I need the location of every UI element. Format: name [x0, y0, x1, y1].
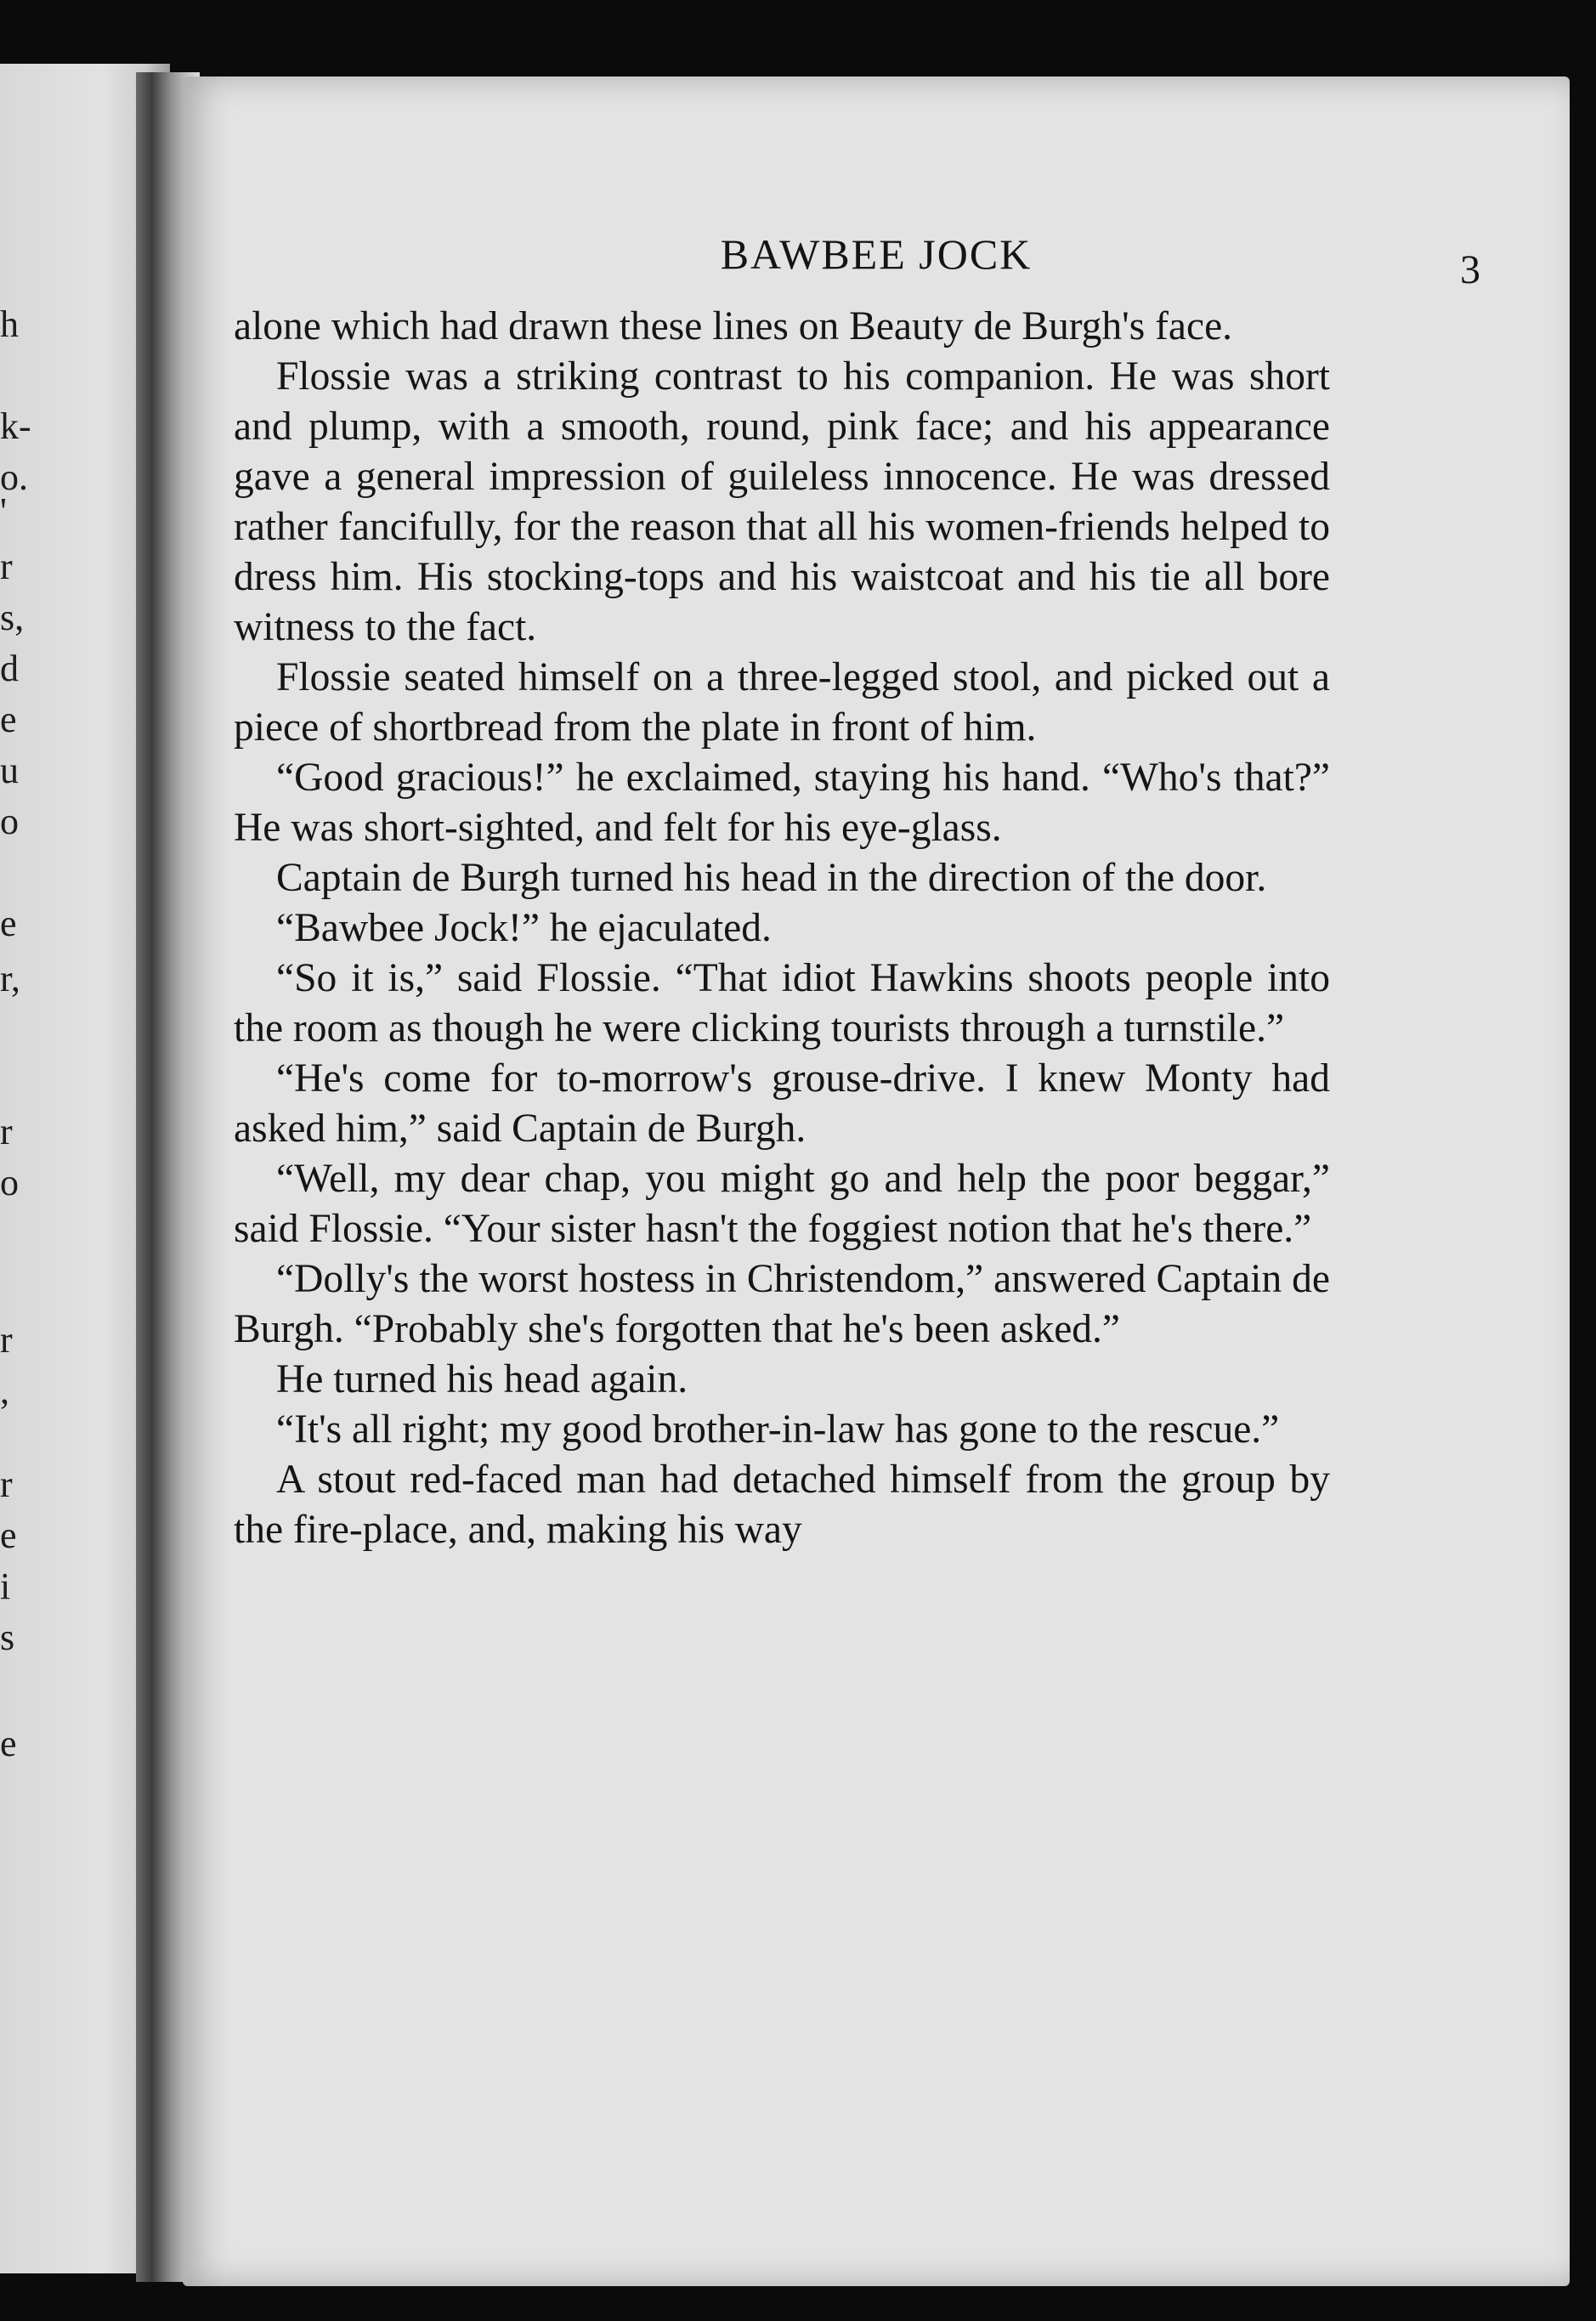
left-page-fragment: r — [0, 546, 13, 587]
body-text — [234, 302, 1330, 1555]
left-page-fragment: u — [0, 750, 19, 791]
paragraph: alone which had drawn these lines on Beauty de Burgh's face. — [234, 304, 1233, 348]
paragraph: “So it is,” said Flossie. “That idiot Hawkins shoots people into the room as though he were clicking tourists through a turnstile.” — [234, 956, 1330, 1050]
left-page-fragment: r — [0, 1319, 13, 1361]
paragraph: Flossie seated himself on a three-legged stool, and picked out a piece of shortbread from the plate in front of him. — [234, 655, 1330, 750]
left-page-fragment: i — [0, 1565, 11, 1607]
left-page-fragment: e — [0, 1723, 17, 1764]
left-page-fragment: r — [0, 1463, 13, 1505]
left-page-fragment: d — [0, 648, 19, 689]
paragraph: “Good gracious!” he exclaimed, staying his hand. “Who's that?” He was short-sighted, and felt for his eye-glass. — [234, 756, 1330, 850]
left-page-fragment: s — [0, 1616, 15, 1658]
left-page-fragment: r — [0, 1111, 13, 1152]
left-page-fragment: h — [0, 303, 19, 345]
left-page-fragment: e — [0, 903, 17, 944]
left-page-fragment: r, — [0, 958, 20, 999]
book-page — [183, 76, 1570, 2286]
left-page-fragment: e — [0, 699, 17, 740]
paragraph: “Well, my dear chap, you might go and help the poor beggar,” said Flossie. “Your sister hasn't the foggiest notion that he's there.” — [234, 1157, 1330, 1251]
paragraph: Flossie was a striking contrast to his companion. He was short and plump, with a smooth, round, pink face; and his appearance gave a general impression of guileless innocence. He was dressed rather fancifully, for the reason that all his women-friends helped to dress him. His stocking-tops and his waistcoat and his tie all bore witness to the fact. — [234, 354, 1330, 649]
left-page-fragment: o. — [0, 456, 28, 498]
left-page-fragment: e — [0, 1514, 17, 1556]
paragraph: “Dolly's the worst hostess in Christendom,” answered Captain de Burgh. “Probably she's forgotten that he's been asked.” — [234, 1257, 1330, 1351]
left-page-fragment: , — [0, 1370, 9, 1412]
page-number: 3 — [1460, 247, 1480, 292]
paragraph: “He's come for to-morrow's grouse-drive. I knew Monty had asked him,” said Captain de Burgh. — [234, 1056, 1330, 1151]
left-page-fragment: o — [0, 1162, 19, 1203]
left-page-fragment: s, — [0, 597, 25, 638]
running-title: BAWBEE JOCK — [720, 230, 1033, 278]
paragraph: A stout red-faced man had detached himself from the group by the fire-place, and, making his way — [234, 1458, 1330, 1552]
paragraph: “Bawbee Jock!” he ejaculated. — [276, 906, 772, 950]
paragraph: Captain de Burgh turned his head in the direction of the door. — [276, 856, 1267, 900]
left-page-fragment: ' — [0, 490, 7, 532]
paragraph: “It's all right; my good brother-in-law has gone to the rescue.” — [276, 1407, 1280, 1452]
left-page-fragment: o — [0, 801, 19, 842]
left-page-fragment: k- — [0, 405, 31, 447]
paragraph: He turned his head again. — [276, 1357, 688, 1401]
